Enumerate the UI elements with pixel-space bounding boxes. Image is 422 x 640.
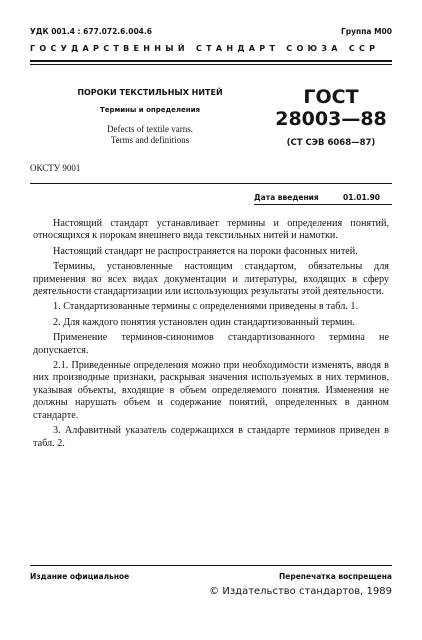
paragraph: Настоящий стандарт устанавливает термины и определения понятий, относящихся к порокам внешнего вида текстильных нитей и намотки.: [33, 218, 389, 242]
section-rule: [30, 183, 392, 184]
paragraph: 2. Для каждого понятия установлен один стандартизованный термин.: [53, 316, 355, 328]
paragraph: 1. Стандартизованные термины с определениями приведены в табл. 1.: [53, 301, 359, 313]
subtitle-ru: Термины и определения: [99, 106, 201, 114]
official-edition-label: Издание официальное: [30, 572, 130, 581]
intro-date-underline: [254, 204, 392, 205]
publisher-copyright: © Издательство стандартов, 1989: [209, 586, 392, 597]
paragraph: 3. Алфавитный указатель содержащихся в стандарте терминов приведен в табл. 2.: [33, 425, 389, 449]
paragraph: 2.1. Приведенные определения можно при необходимости изменять, вводя в них производные признаки, раскрывая значения используемых в них терминов, указывая объекты, входящие в объем определяемого понятия. Изменения не должны нарушать объем и содержание понятий, определенных в данном стандарте.: [33, 360, 389, 421]
title-en-line1: Defects of textile varns.: [107, 124, 193, 134]
title-ru: ПОРОКИ ТЕКСТИЛЬНЫХ НИТЕЙ: [77, 88, 223, 97]
reprint-notice: Перепечатка воспрещена: [278, 572, 392, 581]
okstu-code: ОКСТУ 9001: [30, 163, 81, 173]
paragraph: Термины, установленные настоящим стандартом, обязательны для применения во всех видах документации и литературы, входящих в сферу деятельности стандартизации или использующих результаты этой деятельности.: [33, 261, 389, 298]
gost-block: [270, 86, 392, 148]
gost-label: ГОСТ: [303, 86, 359, 108]
sev-reference: (СТ СЭВ 6068—87): [286, 138, 376, 148]
gost-number: 28003—88: [275, 108, 387, 130]
udk-code: УДК 001.4 : 677.072.6.004.6: [30, 27, 152, 36]
title-block: [30, 88, 270, 146]
paragraph: Применение терминов-синонимов стандартизованного термина не допускается.: [33, 332, 389, 356]
paragraph: Настоящий стандарт не распространяется на пороки фасонных нитей.: [53, 245, 358, 257]
group-code: Группа М00: [341, 27, 392, 36]
footer-rule: [30, 565, 392, 566]
header-rule-thick: [30, 60, 392, 62]
header-rule-thin: [30, 64, 392, 65]
state-standard-banner: ГОСУДАРСТВЕННЫЙ СТАНДАРТ СОЮЗА ССР: [30, 44, 380, 53]
title-en: [30, 124, 270, 146]
body-text: [33, 218, 389, 453]
intro-date-value: 01.01.90: [343, 193, 381, 202]
title-en-line2: Terms and definitions: [110, 135, 190, 145]
intro-date-label: Дата введения: [254, 193, 319, 202]
